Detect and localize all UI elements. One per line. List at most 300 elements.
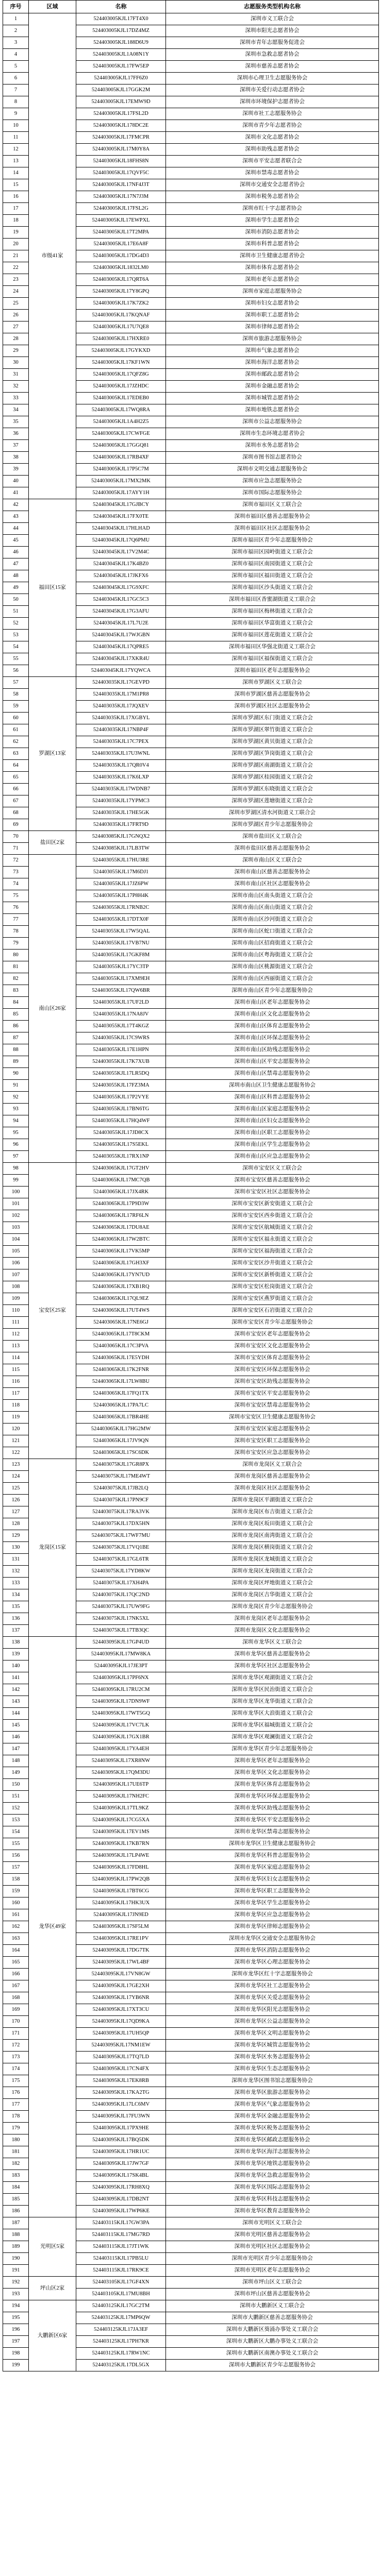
cell-code: 524403005KJL17T2MPA xyxy=(76,227,166,239)
cell-index: 72 xyxy=(3,855,29,867)
cell-index: 141 xyxy=(3,1672,29,1684)
cell-code: 524403125KJL17RW1NC xyxy=(76,2348,166,2360)
cell-index: 20 xyxy=(3,239,29,250)
cell-index: 41 xyxy=(3,487,29,499)
cell-code: 524403095KJL17TQ7LD xyxy=(76,2052,166,2063)
table-row xyxy=(3,2277,379,2289)
cell-code: 524403075KJL17VQ1BE xyxy=(76,1542,166,1554)
cell-index: 82 xyxy=(3,973,29,985)
cell-index: 46 xyxy=(3,547,29,558)
cell-org-name: 深圳市龙华区税务志愿服务协会 xyxy=(166,2123,379,2134)
cell-code: 524403065KJL17FQ1TX xyxy=(76,1388,166,1400)
cell-code: 524403095KJL17KB7RN xyxy=(76,1838,166,1850)
cell-org-name: 深圳市罗湖区青少年志愿服务协会 xyxy=(166,819,379,831)
cell-org-name: 深圳市龙华区心理志愿服务协会 xyxy=(166,1957,379,1969)
cell-org-name: 深圳市龙华区文化志愿服务协会 xyxy=(166,1767,379,1779)
table-row xyxy=(3,499,379,511)
cell-org-name: 深圳市龙岗区慈善志愿服务协会 xyxy=(166,1471,379,1483)
cell-index: 174 xyxy=(3,2063,29,2075)
cell-org-name: 深圳市龙华区图书馆志愿服务协会 xyxy=(166,2075,379,2087)
cell-index: 181 xyxy=(3,2146,29,2158)
cell-org-name: 深圳市南山区青少年志愿服务协会 xyxy=(166,985,379,997)
cell-org-name: 深圳市龙华区消防志愿服务协会 xyxy=(166,1945,379,1957)
cell-code: 524403115KJL17PB5LU xyxy=(76,2253,166,2265)
cell-code: 524403055KJL17RX1NP xyxy=(76,1151,166,1163)
cell-index: 96 xyxy=(3,1139,29,1151)
cell-code: 524403005KJL17RB4XF xyxy=(76,452,166,464)
cell-index: 121 xyxy=(3,1435,29,1447)
cell-org-name: 深圳市罗湖区清水河街道义工联合会 xyxy=(166,807,379,819)
cell-code: 524403115KJL17GW3PA xyxy=(76,2217,166,2229)
cell-index: 38 xyxy=(3,452,29,464)
cell-index: 166 xyxy=(3,1969,29,1980)
cell-org-name: 深圳市龙华区福城街道义工联合会 xyxy=(166,1720,379,1732)
cell-index: 193 xyxy=(3,2289,29,2300)
cell-org-name: 深圳市罗湖区黄贝街道义工联合会 xyxy=(166,736,379,748)
cell-code: 524403035KJL17FRT9D xyxy=(76,819,166,831)
cell-code: 524403005KJL17K7ZK2 xyxy=(76,298,166,310)
cell-index: 107 xyxy=(3,1269,29,1281)
cell-code: 524403065KJL17E5YDH xyxy=(76,1352,166,1364)
cell-code: 524403065KJL17YN7UD xyxy=(76,1269,166,1281)
cell-code: 524403095KJL17LC6MV xyxy=(76,2099,166,2111)
cell-org-name: 深圳市罗湖区莲塘街道义工联合会 xyxy=(166,795,379,807)
cell-index: 89 xyxy=(3,1056,29,1068)
cell-code: 524403095KJL17DB2NT xyxy=(76,2194,166,2206)
cell-code: 524403005KJL17GYKXD xyxy=(76,345,166,357)
cell-index: 3 xyxy=(3,37,29,49)
cell-index: 196 xyxy=(3,2324,29,2336)
cell-code: 524403045KJL17JKFX6 xyxy=(76,570,166,582)
cell-region: 坪山区2家 xyxy=(29,2277,76,2300)
cell-org-name: 深圳市宝安区福海街道义工联合会 xyxy=(166,1246,379,1258)
cell-index: 7 xyxy=(3,84,29,96)
cell-code: 524403095KJL17GE2XH xyxy=(76,1980,166,1992)
cell-code: 524403035KJL17XGBYL xyxy=(76,713,166,724)
cell-org-name: 深圳市福田区慈善志愿服务协会 xyxy=(166,511,379,523)
cell-index: 122 xyxy=(3,1447,29,1459)
cell-code: 524403125KJL17JA3EF xyxy=(76,2324,166,2336)
cell-index: 131 xyxy=(3,1554,29,1566)
cell-index: 178 xyxy=(3,2111,29,2123)
cell-org-name: 深圳市大鹏新区大鹏办事处义工联合会 xyxy=(166,2336,379,2348)
cell-code: 524403035KJL17M1PR8 xyxy=(76,689,166,701)
cell-index: 59 xyxy=(3,701,29,713)
cell-code: 524403045KJL17G3AFU xyxy=(76,606,166,618)
cell-org-name: 深圳市气象志愿者协会 xyxy=(166,345,379,357)
cell-index: 103 xyxy=(3,1222,29,1234)
cell-org-name: 深圳市盐田区义工联合会 xyxy=(166,831,379,843)
cell-org-name: 深圳市南山区平安志愿服务协会 xyxy=(166,1056,379,1068)
cell-code: 524403005KJL17QFZ8G xyxy=(76,369,166,381)
cell-org-name: 深圳市龙华区家庭志愿服务协会 xyxy=(166,1862,379,1874)
cell-index: 120 xyxy=(3,1423,29,1435)
cell-code: 524403095KJL17JN9ED xyxy=(76,1909,166,1921)
cell-code: 524403085KJL17GNQX2 xyxy=(76,831,166,843)
cell-index: 172 xyxy=(3,2040,29,2052)
cell-code: 524403095KJL17GP4UD xyxy=(76,1637,166,1649)
cell-code: 524403055KJL17W5QAL xyxy=(76,926,166,938)
cell-org-name: 深圳市社工志愿服务协会 xyxy=(166,108,379,120)
cell-org-name: 深圳市南山区学生志愿服务协会 xyxy=(166,1139,379,1151)
table-body xyxy=(3,13,379,2371)
cell-index: 124 xyxy=(3,1471,29,1483)
cell-index: 47 xyxy=(3,558,29,570)
cell-org-name: 深圳市龙华区海洋志愿服务协会 xyxy=(166,2146,379,2158)
cell-org-name: 深圳市水务志愿者协会 xyxy=(166,440,379,452)
cell-index: 161 xyxy=(3,1909,29,1921)
cell-org-name: 深圳市南山区义工联合会 xyxy=(166,855,379,867)
cell-code: 524403095KJL17XR8NW xyxy=(76,1755,166,1767)
cell-org-name: 深圳市光明区慈善志愿服务协会 xyxy=(166,2229,379,2241)
cell-org-name: 深圳市龙华区文明志愿服务协会 xyxy=(166,2028,379,2040)
cell-index: 40 xyxy=(3,476,29,487)
cell-index: 164 xyxy=(3,1945,29,1957)
cell-code: 524403045KJL17L7U2E xyxy=(76,618,166,630)
cell-index: 146 xyxy=(3,1732,29,1743)
cell-org-name: 深圳市福田区义工联合会 xyxy=(166,499,379,511)
cell-index: 130 xyxy=(3,1542,29,1554)
cell-index: 65 xyxy=(3,772,29,784)
cell-code: 524403065KJL17LW8BU xyxy=(76,1376,166,1388)
cell-code: 524403095KJL17QM3DU xyxy=(76,1767,166,1779)
cell-code: 524403055KJL17JD8CX xyxy=(76,1127,166,1139)
cell-index: 143 xyxy=(3,1696,29,1708)
cell-index: 136 xyxy=(3,1613,29,1625)
cell-org-name: 深圳市福田区华强北街道义工联合会 xyxy=(166,641,379,653)
cell-index: 33 xyxy=(3,393,29,404)
cell-org-name: 深圳市龙岗区龙岗街道义工联合会 xyxy=(166,1566,379,1578)
cell-index: 169 xyxy=(3,2004,29,2016)
cell-org-name: 深圳市大鹏新区义工联合会 xyxy=(166,2300,379,2312)
cell-org-name: 深圳市宝安区环保志愿服务协会 xyxy=(166,1364,379,1376)
cell-index: 165 xyxy=(3,1957,29,1969)
cell-org-name: 深圳市龙岗区平湖街道义工联合会 xyxy=(166,1495,379,1506)
cell-org-name: 深圳市龙华区科普志愿服务协会 xyxy=(166,1850,379,1862)
cell-index: 2 xyxy=(3,25,29,37)
cell-index: 15 xyxy=(3,179,29,191)
cell-index: 68 xyxy=(3,807,29,819)
cell-index: 35 xyxy=(3,416,29,428)
cell-code: 524403065KJL17SC6DK xyxy=(76,1447,166,1459)
cell-code: 524403115KJL17MG7RD xyxy=(76,2229,166,2241)
cell-code: 524403065KJL17P9D3W xyxy=(76,1198,166,1210)
cell-code: 524403095KJL17CG5XA xyxy=(76,1815,166,1826)
cell-index: 150 xyxy=(3,1779,29,1791)
cell-org-name: 深圳市罗湖区义工联合会 xyxy=(166,677,379,689)
cell-org-name: 深圳市龙华区妇女志愿服务协会 xyxy=(166,1874,379,1886)
cell-index: 112 xyxy=(3,1329,29,1341)
cell-index: 31 xyxy=(3,369,29,381)
cell-org-name: 深圳市龙岗区义工联合会 xyxy=(166,1459,379,1471)
cell-code: 524403065KJL17K2FNR xyxy=(76,1364,166,1376)
cell-org-name: 深圳市宝安区义工联合会 xyxy=(166,1163,379,1175)
cell-code: 524403065KJL17DU8AE xyxy=(76,1222,166,1234)
cell-org-name: 深圳市慈善志愿者协会 xyxy=(166,61,379,73)
cell-code: 524403055KJL17P8H4K xyxy=(76,890,166,902)
cell-index: 149 xyxy=(3,1767,29,1779)
cell-index: 64 xyxy=(3,760,29,772)
cell-index: 190 xyxy=(3,2253,29,2265)
cell-org-name: 深圳市龙华区龙华街道义工联合会 xyxy=(166,1696,379,1708)
cell-code: 524403005KJL17KF1WN xyxy=(76,357,166,369)
cell-org-name: 深圳市龙华区慈善志愿服务协会 xyxy=(166,1649,379,1660)
cell-code: 524403125KJL17PH7KR xyxy=(76,2336,166,2348)
cell-code: 524403055KJL17M6DJ1 xyxy=(76,867,166,878)
cell-code: 524403065KJL17HG2MW xyxy=(76,1423,166,1435)
cell-code: 524403095KJL17KA2TG xyxy=(76,2087,166,2099)
cell-code: 524403095KJL17UE6TP xyxy=(76,1779,166,1791)
cell-index: 97 xyxy=(3,1151,29,1163)
cell-org-name: 深圳市龙华区卫生健康志愿服务协会 xyxy=(166,1838,379,1850)
cell-code: 524403095KJL17UH5QP xyxy=(76,2028,166,2040)
cell-code: 524403065KJL17T8CKM xyxy=(76,1329,166,1341)
cell-org-name: 深圳市南山区助残志愿服务协会 xyxy=(166,1044,379,1056)
cell-code: 524403095KJL17VC7LK xyxy=(76,1720,166,1732)
cell-code: 524403095KJL17YB6NR xyxy=(76,1992,166,2004)
cell-index: 189 xyxy=(3,2241,29,2253)
cell-code: 524403005KJL17WQ8RA xyxy=(76,404,166,416)
cell-code: 524403105KJL17MU8BH xyxy=(76,2289,166,2300)
cell-org-name: 深圳市文明交通志愿服务协会 xyxy=(166,464,379,476)
cell-index: 87 xyxy=(3,1032,29,1044)
cell-index: 123 xyxy=(3,1459,29,1471)
cell-org-name: 深圳市海洋志愿者协会 xyxy=(166,357,379,369)
cell-org-name: 深圳市龙华区禁毒志愿服务协会 xyxy=(166,1826,379,1838)
cell-index: 144 xyxy=(3,1708,29,1720)
cell-index: 132 xyxy=(3,1566,29,1578)
cell-index: 34 xyxy=(3,404,29,416)
cell-code: 524403035KJL17HE5GK xyxy=(76,807,166,819)
cell-region: 大鹏新区6家 xyxy=(29,2300,76,2371)
cell-index: 137 xyxy=(3,1625,29,1637)
cell-org-name: 深圳市大鹏新区慈善志愿服务协会 xyxy=(166,2312,379,2324)
cell-code: 524403035KJL17NBP4F xyxy=(76,724,166,736)
cell-org-name: 深圳市妇女志愿者协会 xyxy=(166,298,379,310)
cell-code: 524403105KJL17GF4XN xyxy=(76,2277,166,2289)
cell-code: 524403065KJL17VK5MP xyxy=(76,1246,166,1258)
cell-index: 76 xyxy=(3,902,29,914)
cell-org-name: 深圳市南山区职工志愿服务协会 xyxy=(166,1127,379,1139)
cell-index: 109 xyxy=(3,1293,29,1305)
cell-index: 114 xyxy=(3,1352,29,1364)
cell-org-name: 深圳市宝安区松岗街道义工联合会 xyxy=(166,1281,379,1293)
cell-org-name: 深圳市龙华区学生志愿服务协会 xyxy=(166,1897,379,1909)
cell-index: 21 xyxy=(3,250,29,262)
cell-code: 524403045KJL17GJBCY xyxy=(76,499,166,511)
cell-org-name: 深圳市福田区香蜜湖街道义工联合会 xyxy=(166,594,379,606)
table-row xyxy=(3,831,379,843)
cell-code: 524403005KJL17QVF5C xyxy=(76,167,166,179)
cell-code: 524403095KJL17QD9KA xyxy=(76,2016,166,2028)
cell-code: 524403095KJL17XT3CU xyxy=(76,2004,166,2016)
table-row xyxy=(3,677,379,689)
cell-index: 117 xyxy=(3,1388,29,1400)
cell-index: 61 xyxy=(3,724,29,736)
cell-org-name: 深圳市光明区老年志愿服务协会 xyxy=(166,2265,379,2277)
cell-org-name: 深圳市南山区应急志愿服务协会 xyxy=(166,1151,379,1163)
cell-org-name: 深圳市南山区妇女志愿服务协会 xyxy=(166,1115,379,1127)
cell-index: 182 xyxy=(3,2158,29,2170)
cell-org-name: 深圳市南山区南山街道义工联合会 xyxy=(166,902,379,914)
cell-index: 39 xyxy=(3,464,29,476)
cell-org-name: 深圳市龙华区急救志愿服务协会 xyxy=(166,2170,379,2182)
cell-code: 524403055KJL17RNB2C xyxy=(76,902,166,914)
cell-index: 79 xyxy=(3,938,29,950)
cell-code: 524403055KJL17P2VYE xyxy=(76,1092,166,1104)
cell-code: 524403095KJL17YA4EH xyxy=(76,1743,166,1755)
cell-code: 524403075KJL17PN9CF xyxy=(76,1495,166,1506)
cell-index: 140 xyxy=(3,1660,29,1672)
cell-index: 116 xyxy=(3,1376,29,1388)
cell-index: 139 xyxy=(3,1649,29,1660)
cell-index: 63 xyxy=(3,748,29,760)
cell-code: 524403065KJL17C3PVA xyxy=(76,1341,166,1352)
cell-index: 37 xyxy=(3,440,29,452)
cell-code: 524403055KJL17HQ4WF xyxy=(76,1115,166,1127)
cell-code: 524403075KJL17GR8PX xyxy=(76,1459,166,1471)
cell-code: 524403095KJL17GX1BR xyxy=(76,1732,166,1743)
cell-index: 70 xyxy=(3,831,29,843)
table-row xyxy=(3,1459,379,1471)
cell-code: 524403095KJL17PF6NX xyxy=(76,1672,166,1684)
cell-org-name: 深圳市地铁志愿者协会 xyxy=(166,404,379,416)
cell-org-name: 深圳市龙华区社区志愿服务协会 xyxy=(166,1660,379,1672)
cell-org-name: 深圳市龙华区红十字志愿服务协会 xyxy=(166,1969,379,1980)
cell-code: 524403055KJL17E1HPN xyxy=(76,1044,166,1056)
volunteer-org-table xyxy=(3,0,379,2371)
cell-code: 524403005KJL17E6A8F xyxy=(76,239,166,250)
header-org-name: 志愿服务类型机构名称 xyxy=(166,1,379,13)
cell-org-name: 深圳市宝安区新安街道义工联合会 xyxy=(166,1198,379,1210)
cell-code: 524403095KJL17NH2FC xyxy=(76,1791,166,1803)
cell-org-name: 深圳市宝安区家庭志愿服务协会 xyxy=(166,1423,379,1435)
table-row xyxy=(3,2300,379,2312)
cell-code: 524403055KJL17XM9EH xyxy=(76,973,166,985)
cell-org-name: 深圳市学生志愿者协会 xyxy=(166,215,379,227)
cell-code: 524403005KJL17EWPXL xyxy=(76,215,166,227)
cell-index: 184 xyxy=(3,2182,29,2194)
cell-code: 524403095KJL17WL4BF xyxy=(76,1957,166,1969)
cell-org-name: 深圳市宝安区应急志愿服务协会 xyxy=(166,1447,379,1459)
cell-code: 524403005KJL17N7J3M xyxy=(76,191,166,203)
cell-org-name: 深圳市龙华区阳光志愿服务协会 xyxy=(166,2004,379,2016)
cell-index: 145 xyxy=(3,1720,29,1732)
cell-code: 524403095KJL17WP6KE xyxy=(76,2206,166,2217)
cell-index: 148 xyxy=(3,1755,29,1767)
cell-org-name: 深圳市龙华区教育志愿服务协会 xyxy=(166,2206,379,2217)
cell-region: 宝安区25家 xyxy=(29,1163,76,1459)
cell-org-name: 深圳市宝安区福永街道义工联合会 xyxy=(166,1234,379,1246)
cell-code: 524403055KJL17C9WRS xyxy=(76,1032,166,1044)
cell-org-name: 深圳市宝安区老年志愿服务协会 xyxy=(166,1329,379,1341)
cell-org-name: 深圳市宝安区西乡街道义工联合会 xyxy=(166,1210,379,1222)
cell-org-name: 深圳市罗湖区南湖街道义工联合会 xyxy=(166,760,379,772)
cell-code: 524403075KJL17DX5HN xyxy=(76,1518,166,1530)
cell-code: 524403075KJL17JB2LQ xyxy=(76,1483,166,1495)
cell-index: 90 xyxy=(3,1068,29,1080)
cell-org-name: 深圳市阳光志愿者协会 xyxy=(166,25,379,37)
cell-code: 524403055KJL17LR5DQ xyxy=(76,1068,166,1080)
cell-code: 524403095KJL17NM1EW xyxy=(76,2040,166,2052)
cell-index: 27 xyxy=(3,321,29,333)
cell-org-name: 深圳市龙岗区社区志愿服务协会 xyxy=(166,1483,379,1495)
cell-index: 9 xyxy=(3,108,29,120)
table-row xyxy=(3,1163,379,1175)
cell-code: 524403095KJL17JE3PT xyxy=(76,1660,166,1672)
cell-code: 524403115KJL17JT1WK xyxy=(76,2241,166,2253)
cell-index: 185 xyxy=(3,2194,29,2206)
cell-code: 524403065KJL17XB1RQ xyxy=(76,1281,166,1293)
cell-region: 罗湖区13家 xyxy=(29,677,76,831)
cell-index: 135 xyxy=(3,1601,29,1613)
cell-code: 524403005KJL17JZHDC xyxy=(76,381,166,393)
cell-code: 524403065KJL17GT2HV xyxy=(76,1163,166,1175)
cell-org-name: 深圳市龙华区助残志愿服务协会 xyxy=(166,1803,379,1815)
cell-code: 524403095KJL17RU2CM xyxy=(76,1684,166,1696)
cell-index: 115 xyxy=(3,1364,29,1376)
cell-code: 524403095KJL17DN9WF xyxy=(76,1696,166,1708)
cell-org-name: 深圳市旅游志愿服务协会 xyxy=(166,333,379,345)
cell-org-name: 深圳市公益志愿服务协会 xyxy=(166,416,379,428)
cell-index: 67 xyxy=(3,795,29,807)
cell-code: 524403075KJL17WF7MU xyxy=(76,1530,166,1542)
cell-org-name: 深圳市宝安区新桥街道义工联合会 xyxy=(166,1269,379,1281)
cell-index: 179 xyxy=(3,2123,29,2134)
cell-code: 524403075KJL17RA3VK xyxy=(76,1506,166,1518)
cell-code: 524403005KJL17DZ4MZ xyxy=(76,25,166,37)
cell-code: 524403065KJL17JX4RK xyxy=(76,1187,166,1198)
cell-org-name: 深圳市宝安区航城街道义工联合会 xyxy=(166,1222,379,1234)
cell-index: 163 xyxy=(3,1933,29,1945)
cell-org-name: 深圳市龙华区地铁志愿服务协会 xyxy=(166,2158,379,2170)
cell-index: 147 xyxy=(3,1743,29,1755)
cell-org-name: 深圳市龙华区关爱志愿服务协会 xyxy=(166,1992,379,2004)
cell-org-name: 深圳市龙华区旅游志愿服务协会 xyxy=(166,2087,379,2099)
cell-code: 524403005KJL17KQNAF xyxy=(76,310,166,321)
cell-code: 524403005KJL17QRT6A xyxy=(76,274,166,286)
cell-code: 524403045KJL17Q6PMU xyxy=(76,535,166,547)
cell-org-name: 深圳市龙华区金融志愿服务协会 xyxy=(166,2111,379,2123)
cell-index: 1 xyxy=(3,13,29,25)
cell-org-name: 深圳市国际志愿服务协会 xyxy=(166,487,379,499)
cell-index: 4 xyxy=(3,49,29,61)
cell-index: 156 xyxy=(3,1850,29,1862)
cell-code: 524403095KJL17PW2QB xyxy=(76,1874,166,1886)
cell-org-name: 深圳市福田区南园街道义工联合会 xyxy=(166,558,379,570)
cell-index: 73 xyxy=(3,867,29,878)
cell-index: 157 xyxy=(3,1862,29,1874)
cell-index: 186 xyxy=(3,2206,29,2217)
cell-org-name: 深圳市宝安区卫生健康志愿服务协会 xyxy=(166,1412,379,1423)
cell-code: 524403035KJL17QR0V4 xyxy=(76,760,166,772)
cell-region: 南山区26家 xyxy=(29,855,76,1163)
cell-index: 25 xyxy=(3,298,29,310)
cell-org-name: 深圳市平安志愿者联合会 xyxy=(166,156,379,167)
cell-index: 152 xyxy=(3,1803,29,1815)
cell-index: 13 xyxy=(3,156,29,167)
cell-org-name: 深圳市南山区慈善志愿服务协会 xyxy=(166,867,379,878)
cell-code: 524403075KJL17XH4PA xyxy=(76,1578,166,1589)
cell-index: 71 xyxy=(3,843,29,855)
cell-index: 12 xyxy=(3,144,29,156)
cell-index: 53 xyxy=(3,630,29,641)
cell-index: 118 xyxy=(3,1400,29,1412)
cell-index: 54 xyxy=(3,641,29,653)
cell-org-name: 深圳市南山区禁毒志愿服务协会 xyxy=(166,1068,379,1080)
cell-org-name: 深圳市福田区莲花街道义工联合会 xyxy=(166,630,379,641)
cell-org-name: 深圳市龙岗区文化志愿服务协会 xyxy=(166,1625,379,1637)
